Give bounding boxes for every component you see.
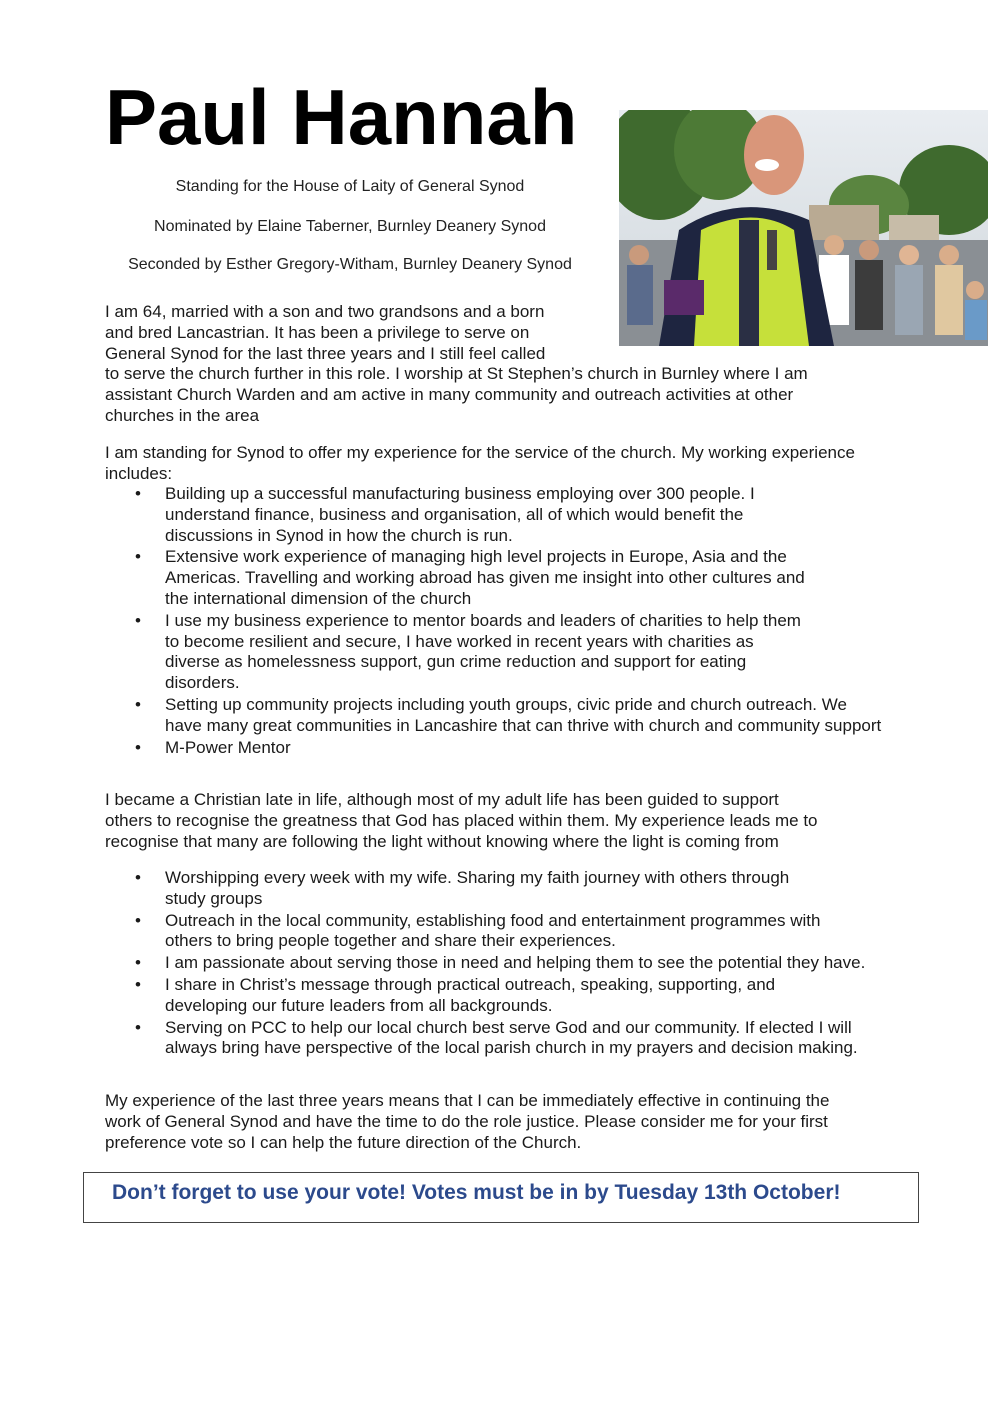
bullet-icon: • — [135, 868, 141, 887]
list-item-line: Serving on PCC to help our local church best serve God and our community. If elected I will — [165, 1017, 852, 1037]
bullet-icon: • — [135, 694, 141, 714]
list-item-line: others to bring people together and share their experiences. — [165, 931, 616, 951]
list-item — [105, 738, 881, 759]
bullet-icon: • — [135, 974, 141, 994]
intro-line: and bred Lancastrian. It has been a privilege to serve on — [105, 322, 530, 342]
list-item-line: Building up a successful manufacturing business employing over 300 people. I — [165, 484, 755, 503]
intro-line: assistant Church Warden and am active in many community and outreach activities at other — [105, 385, 794, 405]
closing-paragraph — [105, 1091, 935, 1153]
list-item-line: understand finance, business and organisation, all of which would benefit the — [165, 504, 744, 524]
list-item-line: diverse as homelessness support, gun crime reduction and support for eating — [165, 652, 747, 672]
standing-subtitle: Standing for the House of Laity of General Synod — [175, 178, 525, 195]
list-item — [105, 484, 881, 546]
experience-intro-line: includes: — [105, 463, 173, 483]
experience-intro — [105, 443, 935, 485]
faith-list — [105, 868, 865, 1060]
intro-line: churches in the area — [105, 405, 260, 425]
list-item — [105, 547, 881, 609]
list-item — [105, 611, 881, 694]
list-item-line: Setting up community projects including youth groups, civic pride and church outreach. We — [165, 694, 847, 714]
bullet-icon: • — [135, 737, 141, 757]
bullet-icon: • — [135, 1017, 141, 1037]
list-item-line: Americas. Travelling and working abroad has given me insight into other cultures and — [165, 568, 805, 588]
list-item — [105, 695, 881, 737]
intro-line: to serve the church further in this role. I worship at St Stephen’s church in Burnley where I am — [105, 364, 808, 384]
list-item — [105, 911, 865, 953]
list-item-line: Worshipping every week with my wife. Sharing my faith journey with others through — [165, 868, 790, 887]
list-item-line: discussions in Synod in how the church is run. — [165, 525, 513, 545]
faith-intro-line: others to recognise the greatness that God has placed within them. My experience leads me to — [105, 810, 818, 830]
list-item-line: the international dimension of the church — [165, 588, 472, 608]
candidate-name: Paul Hannah — [105, 73, 578, 161]
list-item — [105, 868, 865, 910]
experience-list — [105, 484, 881, 759]
vote-reminder-text: Don’t forget to use your vote! Votes must be in by Tuesday 13th October! — [112, 1181, 841, 1204]
list-item-line: I share in Christ’s message through practical outreach, speaking, supporting, and — [165, 974, 776, 994]
bullet-icon: • — [135, 910, 141, 930]
list-item-line: Outreach in the local community, establishing food and entertainment programmes with — [165, 910, 821, 930]
closing-line: work of General Synod and have the time to do the role justice. Please consider me for your first — [105, 1111, 828, 1131]
faith-intro-line: recognise that many are following the light without knowing where the light is coming from — [105, 831, 779, 851]
list-item-line: I use my business experience to mentor boards and leaders of charities to help them — [165, 610, 801, 630]
vote-reminder-box — [83, 1172, 919, 1223]
list-item-line: always bring have perspective of the local parish church in my prayers and decision making. — [165, 1038, 858, 1058]
seconded-by: Seconded by Esther Gregory-Witham, Burnley Deanery Synod — [128, 256, 572, 273]
list-item-line: Extensive work experience of managing high level projects in Europe, Asia and the — [165, 547, 787, 567]
faith-intro — [105, 790, 935, 852]
list-item-line: developing our future leaders from all backgrounds. — [165, 995, 553, 1015]
list-item-line: I am passionate about serving those in need and helping them to see the potential they have. — [165, 953, 866, 973]
bullet-icon: • — [135, 484, 141, 503]
list-item-line: to become resilient and secure, I have worked in recent years with charities as — [165, 631, 754, 651]
list-item — [105, 1018, 865, 1060]
list-item — [105, 953, 865, 974]
intro-line: General Synod for the last three years and I still feel called — [105, 343, 546, 363]
bullet-icon: • — [135, 547, 141, 567]
list-item-line: disorders. — [165, 673, 240, 693]
list-item — [105, 975, 865, 1017]
experience-intro-line: I am standing for Synod to offer my experience for the service of the church. My working experience — [105, 443, 855, 462]
intro-line: I am 64, married with a son and two grandsons and a born — [105, 302, 545, 321]
closing-line: preference vote so I can help the future direction of the Church. — [105, 1132, 582, 1152]
list-item-line: M-Power Mentor — [165, 737, 291, 757]
bullet-icon: • — [135, 610, 141, 630]
intro-paragraph — [105, 302, 935, 427]
closing-line: My experience of the last three years means that I can be immediately effective in continuing the — [105, 1091, 830, 1110]
bullet-icon: • — [135, 953, 141, 973]
faith-intro-line: I became a Christian late in life, although most of my adult life has been guided to support — [105, 790, 779, 809]
list-item-line: have many great communities in Lancashire that can thrive with church and community support — [165, 715, 882, 735]
nominated-by: Nominated by Elaine Taberner, Burnley Deanery Synod — [154, 218, 546, 235]
list-item-line: study groups — [165, 888, 263, 908]
